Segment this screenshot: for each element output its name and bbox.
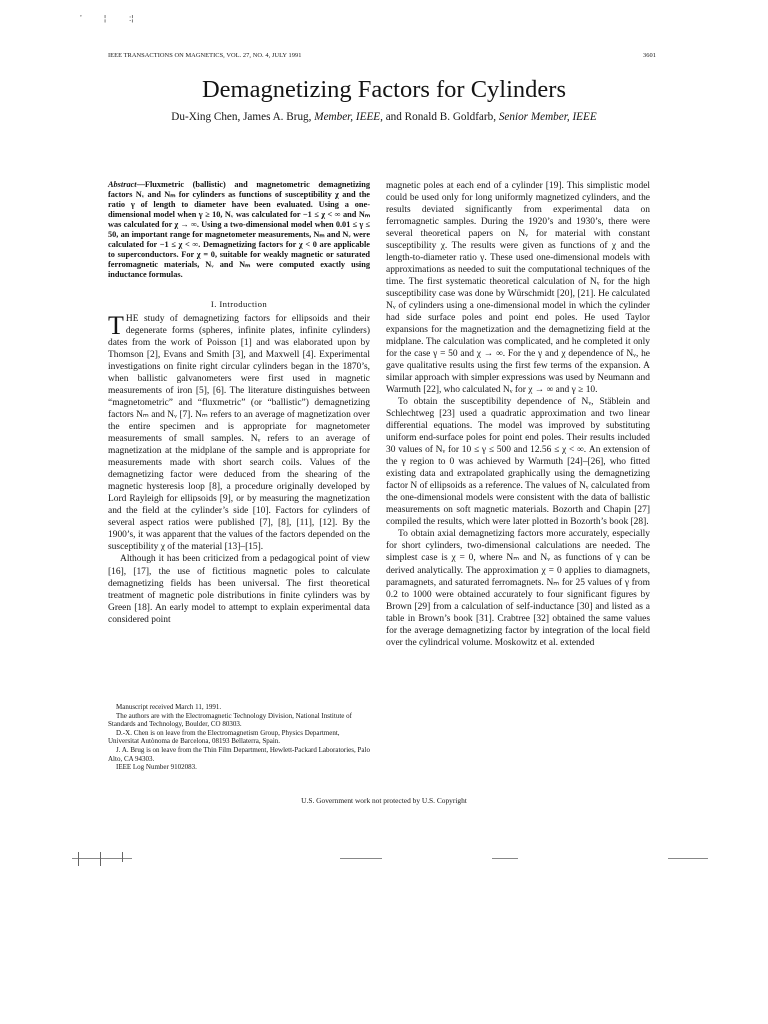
scan-artifact-tick	[122, 852, 123, 862]
abstract-lead: Abstract	[108, 180, 137, 189]
scan-mark: :¦	[129, 14, 134, 23]
scan-mark: ¦	[104, 14, 107, 23]
author-membership: Member, IEEE,	[314, 111, 383, 123]
page-number: 3601	[643, 52, 656, 59]
left-column	[108, 180, 370, 626]
paragraph-text: HE study of demagnetizing factors for ellipsoids and their degenerate forms (spheres, infinite plates, infinite cylinders) dates from the work of Poisson [1] and was elaborated upon by Thomson [2], Evans and Smith [3], and Maxwell [4]. Experimental investigations on finite right circular cylinders began in the 1870’s, when ballistic galvanometers were first used in magnetic measurements of iron [5], [6]. The literature distinguishes between “magnetometric” and “fluxmetric” (or “ballistic”) demagnetizing factors Nₘ and Nᵥ [7]. Nₘ refers to an average of magnetization over the entire specimen and is appropriate for magnetometer measurements of small samples. Nᵥ refers to an average of magnetization at the midplane of the sample and is appropriate for measurements made with short search coils. Values of the demagnetizing factor were deduced from the shearing of the magnetic hysteresis loop [8], a procedure originally developed by Lord Rayleigh for ellipsoids [9], or by measuring the magnetization and the field at the cylinder’s side [10]. Factors for cylinders of several aspect ratios were published [7], [8], [11], [12]. By the 1900’s, it was apparent that the values of the factors depended on the susceptibility χ of the material [13]–[15].	[108, 314, 370, 553]
scan-artifact-line	[340, 858, 382, 859]
footnotes	[108, 703, 370, 772]
scan-artifact-tick	[100, 852, 101, 866]
footnote: IEEE Log Number 9102083.	[116, 763, 197, 772]
author-names: and Ronald B. Goldfarb,	[385, 111, 497, 123]
footnote: The authors are with the Electromagnetic Technology Division, National Institute of Standards and Technology, Boulder, CO 80303.	[108, 711, 352, 729]
scan-artifact-line	[668, 858, 708, 859]
footnote: D.-X. Chen is on leave from the Electromagnetism Group, Physics Department, Universitat Autònoma de Barcelona, 08193 Bellaterra, Spain.	[108, 728, 340, 746]
footnote: Manuscript received March 11, 1991.	[116, 703, 222, 711]
abstract	[108, 180, 370, 280]
scan-artifact-line	[492, 858, 518, 859]
author-names: Du-Xing Chen, James A. Brug,	[171, 111, 312, 123]
running-header	[108, 52, 656, 59]
paper-title: Demagnetizing Factors for Cylinders	[201, 76, 566, 103]
paragraph: To obtain the susceptibility dependence of Nᵥ, Stäblein and Schlechtweg [23] used a quadratic approximation and two linear differential equations. The model was improved by substituting uniform end-surface poles for point end poles. Their results included 30 values of Nᵥ for 10 ≤ γ ≤ 500 and 12.56 ≤ χ < ∞. An extension of the γ region to 0 was achieved by Warmuth [24]–[26], who fitted existing data and extrapolated graphically using the demagnetizing factor N of ellipsoids as a reference. The values of Nᵥ calculated from the one-dimensional models were consistent with the data of ballistic measurements on soft magnetic materials. Bozorth and Chapin [27] compiled the results, which were later plotted in Bozorth’s book [28].	[386, 397, 650, 528]
paragraph	[108, 313, 370, 553]
footnote: J. A. Brug is on leave from the Thin Film Department, Hewlett-Packard Laboratories, Palo Alto, CA 94303.	[108, 745, 370, 763]
author-line	[0, 111, 768, 123]
author-membership: Senior Member, IEEE	[498, 111, 597, 123]
paragraph: To obtain axial demagnetizing factors more accurately, especially for short cylinders, two-dimensional calculations are needed. The simplest case is χ = 0, where Nₘ and Nᵥ as functions of γ can be derived analytically. The approximation χ = 0 applies to diamagnets, paramagnets, and saturated ferromagnets. Nₘ for 25 values of γ from 0.2 to 1000 were obtained accurately to four significant figures by Brown [29] from a calculation of self-inductance [30] and listed as a table in Brown’s book [31]. Crabtree [32] obtained the same values for the average demagnetizing factor by integration of the local field over the cylindrical volume. Moskowitz et al. extended	[386, 529, 650, 648]
section-heading: I. Introduction	[210, 299, 268, 310]
scan-mark: ’	[80, 14, 82, 23]
scan-artifact-line	[72, 858, 132, 859]
scan-artifact-tick	[78, 852, 79, 866]
copyright-notice: U.S. Government work not protected by U.S. Copyright	[301, 796, 467, 805]
right-column	[386, 180, 650, 649]
paragraph: magnetic poles at each end of a cylinder [19]. This simplistic model could be used only for long uniformly magnetized cylinders, and the results deviated significantly from experimental data on ferromagnetic samples. During the 1920’s and 1930’s, there were several theoretical papers on Nᵥ for material with constant susceptibility χ. The results were given as functions of χ and the length-to-diameter ratio γ. These used one-dimensional models with approximations as needed to suit the computational techniques of the time. The first systematic theoretical calculation of Nᵥ for the high susceptibility case was done by Würschmidt [20], [21]. He calculated Nᵥ of cylinders using a one-dimensional model in which the cylinder had side surface poles and point end poles. He used Taylor expansions for the magnetization and the demagnetizing field at the midplane. The calculation was complicated, and he completed it only for the case γ = 50 and χ → ∞. For the γ and χ dependence of Nᵥ, he gave qualitative results using the first few terms of the expansion. A similar approach with simpler expressions was used by Neumann and Warmuth [22], who calculated Nᵥ for χ → ∞ and γ ≥ 10.	[386, 181, 650, 396]
paragraph: Although it has been criticized from a pedagogical point of view [16], [17], the use of fictitious magnetic poles to calculate demagnetizing fields has been universal. The first theoretical treatment of magnetic pole distributions in finite cylinders was by Green [18]. An early model to attempt to explain experimental data considered point	[108, 554, 370, 625]
journal-citation: IEEE TRANSACTIONS ON MAGNETICS, VOL. 27, NO. 4, JULY 1991	[108, 52, 302, 59]
abstract-text: —Fluxmetric (ballistic) and magnetometric demagnetizing factors Nᵥ and Nₘ for cylinders as functions of susceptibility χ and the ratio γ of length to diameter have been evaluated. Using a one-dimensional model when γ ≥ 10, Nᵥ was calculated for −1 ≤ χ < ∞ and Nₘ was calculated for χ → ∞. Using a two-dimensional model when 0.01 ≤ γ ≤ 50, an important range for magnetometer measurements, Nₘ and Nᵥ were calculated for −1 ≤ χ < ∞. Demagnetizing factors for χ < 0 are applicable to superconductors. For χ = 0, suitable for weakly magnetic or saturated ferromagnetic materials, Nᵥ and Nₘ were computed exactly using inductance formulas.	[108, 180, 370, 280]
drop-cap: T	[108, 311, 124, 341]
